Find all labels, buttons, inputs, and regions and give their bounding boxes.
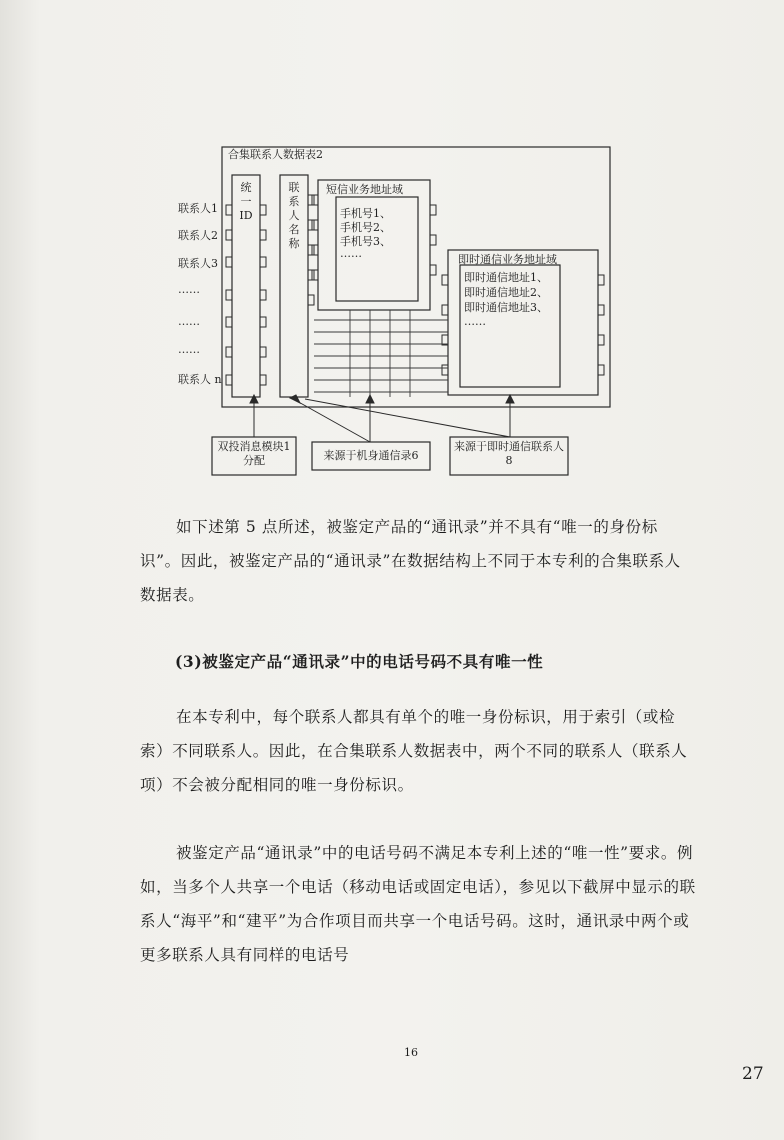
im-item: 即时通信地址1、 — [464, 271, 548, 284]
im-item: …… — [464, 315, 486, 328]
source-box-2-label: 来源于机身通信录6 — [323, 449, 419, 462]
sms-item: …… — [340, 247, 362, 260]
page-number: 27 — [742, 1064, 764, 1084]
source-box-1-label: 双投消息模块1分配 — [217, 440, 291, 467]
paragraph-2-text: 在本专利中，每个联系人都具有单个的唯一身份标识，用于索引（或检索）不同联系人。因此，在合集联系人数据表中，两个不同的联系人（联系人项）不会被分配相同的唯一身份标识。 — [140, 708, 688, 794]
table-title: 合集联系人数据表2 — [228, 148, 323, 161]
im-domain-title: 即时通信业务地址域 — [458, 253, 557, 266]
sms-item: 手机号2、 — [340, 221, 391, 234]
contact-row-label: 联系人1 — [178, 202, 218, 215]
sms-item: 手机号3、 — [340, 235, 391, 248]
unified-id-label: 统一ID — [239, 181, 253, 222]
contact-row-label: …… — [178, 343, 200, 356]
section-heading: (3)被鉴定产品“通讯录”中的电话号码不具有唯一性 — [175, 652, 544, 671]
contact-row-label: 联系人3 — [178, 257, 218, 270]
contact-row-label: …… — [178, 283, 200, 296]
paragraph-2 — [140, 700, 696, 802]
paragraph-3 — [140, 836, 696, 972]
paragraph-1 — [140, 510, 696, 612]
sms-domain-title: 短信业务地址域 — [326, 183, 403, 196]
contact-table-diagram — [160, 135, 620, 490]
sheet-number: 16 — [404, 1046, 418, 1059]
im-item: 即时通信地址2、 — [464, 286, 548, 299]
contact-row-label: 联系人 n — [178, 373, 222, 386]
sms-item: 手机号1、 — [340, 207, 391, 220]
paragraph-1-text: 如下述第 5 点所述，被鉴定产品的“通讯录”并不具有“唯一的身份标识”。因此，被鉴定产品的“通讯录”在数据结构上不同于本专利的合集联系人数据表。 — [140, 518, 681, 604]
source-box-3-label: 来源于即时通信联系人8 — [454, 440, 564, 467]
paragraph-3-text: 被鉴定产品“通讯录”中的电话号码不满足本专利上述的“唯一性”要求。例如，当多个人共享一个电话（移动电话或固定电话），参见以下截屏中显示的联系人“海平”和“建平”为合作项目而共享一个电话号码。这时，通讯录中两个或更多联系人具有同样的电话号 — [140, 844, 696, 964]
contact-row-label: 联系人2 — [178, 229, 218, 242]
contact-name-label: 联系人名称 — [288, 181, 300, 250]
im-item: 即时通信地址3、 — [464, 301, 548, 314]
contact-row-label: …… — [178, 315, 200, 328]
